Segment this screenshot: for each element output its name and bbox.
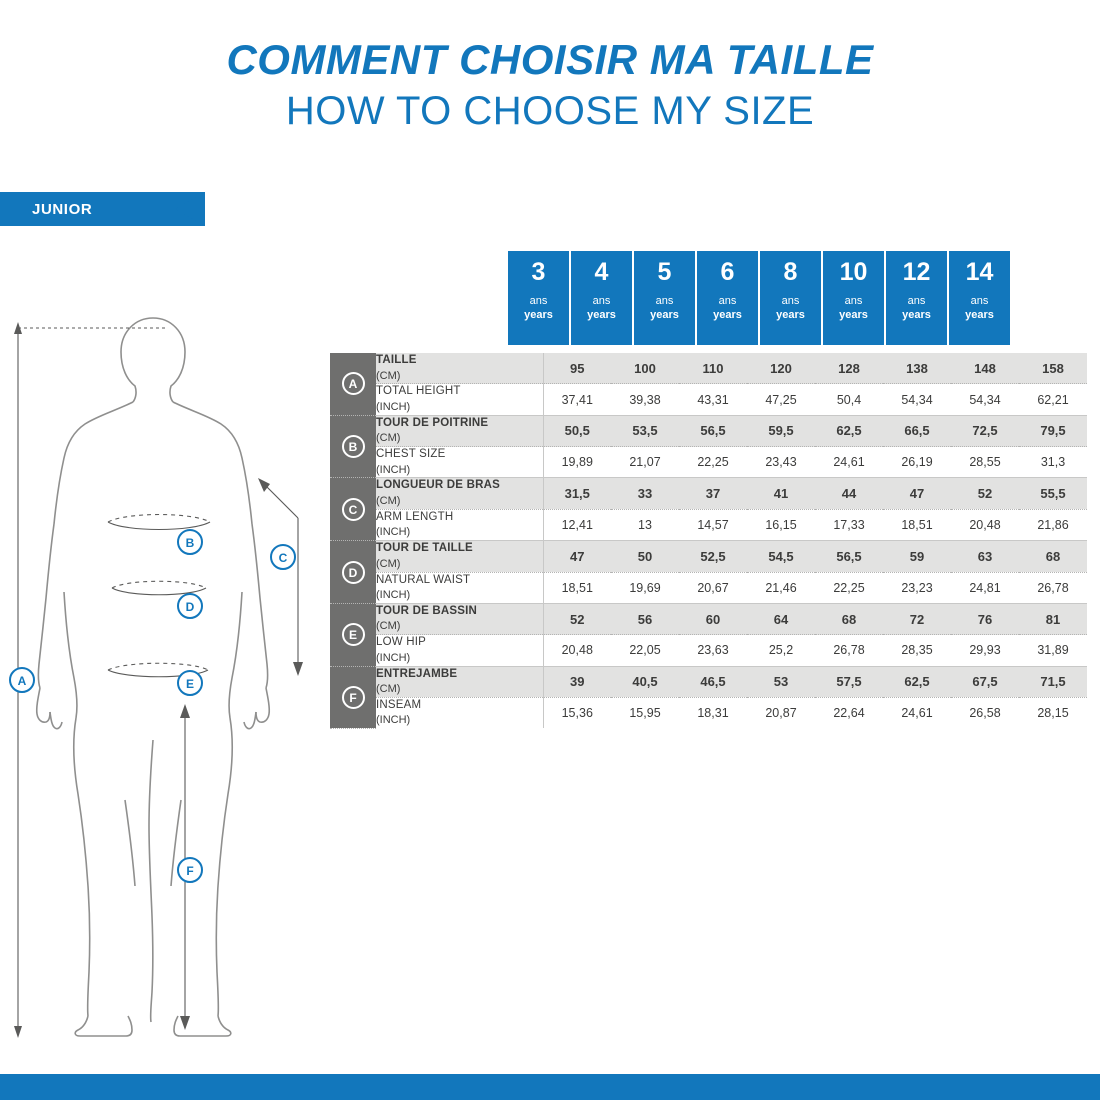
measurement-label-fr [376,353,543,384]
measurement-value: 71,5 [1019,666,1087,697]
size-unit-en: years [587,308,616,321]
size-unit-fr: ans [907,295,926,307]
measurement-value: 26,78 [815,635,883,666]
measurement-value: 31,3 [1019,447,1087,478]
table-row [330,603,1087,634]
measurement-value: 63 [951,541,1019,572]
table-row [330,415,1087,446]
measurement-value: 55,5 [1019,478,1087,509]
measurement-label-en [376,697,543,728]
measurement-letter-badge: F [342,686,365,709]
measurement-letter-badge: B [342,435,365,458]
measurement-value: 52,5 [679,541,747,572]
measurement-label-en [376,447,543,478]
table-row [330,635,1087,666]
footer-bar [0,1074,1100,1100]
measurement-value: 95 [543,353,611,384]
size-column-header [823,251,884,345]
measurement-value: 28,35 [883,635,951,666]
measurement-value: 37,41 [543,384,611,415]
measurement-value: 12,41 [543,509,611,540]
svg-text:A: A [17,674,27,688]
label-unit: (INCH) [376,463,411,476]
measurement-value: 72 [883,603,951,634]
measurement-value: 37 [679,478,747,509]
measurement-label-fr [376,603,543,634]
label-text: LOW HIP [376,636,426,649]
label-unit: (CM) [376,557,401,570]
measurement-value: 26,19 [883,447,951,478]
body-measurement-illustration [0,300,330,1060]
measurement-value: 120 [747,353,815,384]
label-text: TOUR DE POITRINE [376,416,489,429]
size-column-header [949,251,1010,345]
size-number: 12 [902,258,931,286]
measurement-value: 57,5 [815,666,883,697]
size-column-header [571,251,632,345]
measurement-value: 20,67 [679,572,747,603]
table-row [330,384,1087,415]
measurement-value: 23,63 [679,635,747,666]
size-number: 6 [720,258,735,286]
label-text: TOUR DE BASSIN [376,604,477,617]
label-unit: (INCH) [376,526,411,539]
measurement-value: 28,15 [1037,706,1069,721]
measurement-value: 53 [747,666,815,697]
measurement-value: 50 [611,541,679,572]
size-number: 5 [657,258,672,286]
measurement-value: 46,5 [679,666,747,697]
measurement-label-fr [376,478,543,509]
measurement-value: 56,5 [815,541,883,572]
svg-text:E: E [185,677,195,691]
measurement-value: 25,2 [747,635,815,666]
measurement-value: 62,5 [815,415,883,446]
measurement-value: 128 [815,353,883,384]
measurement-value: 18,31 [697,706,729,721]
measurement-label-en [376,572,543,603]
measurement-value: 23,23 [883,572,951,603]
page-title-en: HOW TO CHOOSE MY SIZE [285,89,815,134]
measurement-value: 47 [883,478,951,509]
measurement-label-fr [376,541,543,572]
measurement-value: 43,31 [679,384,747,415]
measurement-value: 148 [951,353,1019,384]
measurement-letter-cell [330,541,376,604]
size-column-header [760,251,821,345]
measurement-value: 68 [815,603,883,634]
table-row [330,666,1087,697]
measurement-value: 18,51 [883,509,951,540]
measurement-value: 40,5 [611,666,679,697]
measurement-letter-badge: A [342,372,365,395]
size-unit-fr: ans [655,295,674,307]
measurement-value: 20,48 [543,635,611,666]
measurement-value: 22,25 [815,572,883,603]
measurement-letter-cell [330,603,376,666]
label-unit: (CM) [376,432,401,445]
measurement-value: 13 [611,509,679,540]
table-row [330,572,1087,603]
measurement-value: 18,51 [543,572,611,603]
size-unit-en: years [776,308,805,321]
measurement-value: 19,69 [611,572,679,603]
measurement-value: 39 [543,666,611,697]
size-unit-en: years [839,308,868,321]
measurement-value: 16,15 [747,509,815,540]
size-unit-en: years [965,308,994,321]
svg-text:F: F [186,864,194,878]
measurement-value: 54,5 [747,541,815,572]
measurement-value: 24,61 [901,706,933,721]
svg-text:D: D [185,600,195,614]
measurement-value: 60 [679,603,747,634]
measurement-value: 29,93 [951,635,1019,666]
label-text: ENTREJAMBE [376,667,458,680]
measurement-value: 19,89 [543,447,611,478]
measurement-value: 56,5 [679,415,747,446]
measurement-value: 54,34 [951,384,1019,415]
measurement-value: 17,33 [815,509,883,540]
measurement-value: 21,86 [1019,509,1087,540]
measurement-value: 23,43 [747,447,815,478]
label-text: TAILLE [376,354,417,366]
measurement-value: 22,25 [679,447,747,478]
size-number: 3 [531,258,546,286]
label-unit: (CM) [376,494,401,507]
measurement-value: 67,5 [951,666,1019,697]
measurement-value: 21,07 [611,447,679,478]
size-unit-fr: ans [592,295,611,307]
category-label: JUNIOR [32,200,93,218]
measurement-value: 62,21 [1019,384,1087,415]
measurement-value: 54,34 [883,384,951,415]
size-unit-en: years [524,308,553,321]
measurement-value: 79,5 [1019,415,1087,446]
measurement-label-en [376,635,543,666]
measurement-letter-badge: E [342,623,365,646]
size-unit-fr: ans [844,295,863,307]
label-unit: (INCH) [376,651,411,664]
measurement-value: 39,38 [611,384,679,415]
label-unit: (INCH) [376,400,411,413]
label-unit: (CM) [376,620,401,633]
measurement-value: 47,25 [747,384,815,415]
size-column-header [508,251,569,345]
measurement-value: 44 [815,478,883,509]
table-row [330,541,1087,572]
category-banner [0,192,1100,226]
measurement-value: 76 [951,603,1019,634]
size-column-header [697,251,758,345]
size-number: 14 [965,258,994,286]
measurement-value: 81 [1019,603,1087,634]
measurement-letter-cell [330,478,376,541]
measurement-value: 26,78 [1019,572,1087,603]
measurement-letter-cell [330,415,376,478]
measurement-value: 15,36 [561,706,593,721]
size-column-header [886,251,947,345]
table-row [330,478,1087,509]
table-row [330,697,1087,728]
measurement-value: 31,89 [1019,635,1087,666]
label-unit: (CM) [376,369,401,382]
measurement-value: 158 [1019,353,1087,384]
label-text: ARM LENGTH [376,510,454,523]
size-unit-en: years [650,308,679,321]
size-column-header [634,251,695,345]
measurement-value: 21,46 [747,572,815,603]
measurement-value: 20,87 [765,706,797,721]
measurement-value: 47 [543,541,611,572]
size-unit-fr: ans [970,295,989,307]
measurement-value: 50,5 [543,415,611,446]
size-unit-fr: ans [718,295,737,307]
measurement-value: 24,81 [951,572,1019,603]
label-text: INSEAM [376,698,422,711]
measurement-value: 59,5 [747,415,815,446]
measurement-value: 26,58 [969,706,1001,721]
measurement-value: 50,4 [815,384,883,415]
label-text: NATURAL WAIST [376,573,471,586]
measurement-value: 14,57 [679,509,747,540]
svg-text:C: C [278,551,288,565]
measurement-value: 52 [543,603,611,634]
measurement-value: 59 [883,541,951,572]
measurement-label-en [376,384,543,415]
banner-arrow-shape [175,192,205,226]
table-row [330,353,1087,384]
size-chart-table [330,353,1087,729]
measurement-value: 68 [1019,541,1087,572]
measurement-value: 66,5 [883,415,951,446]
measurement-value: 20,48 [951,509,1019,540]
size-number: 8 [783,258,798,286]
size-unit-en: years [713,308,742,321]
size-number: 10 [839,258,868,286]
measurement-value: 41 [747,478,815,509]
size-unit-en: years [902,308,931,321]
measurement-value: 62,5 [883,666,951,697]
measurement-label-en [376,509,543,540]
measurement-value: 31,5 [543,478,611,509]
measurement-value: 52 [951,478,1019,509]
measurement-value: 64 [747,603,815,634]
size-unit-fr: ans [781,295,800,307]
measurement-letter-badge: C [342,498,365,521]
measurement-label-fr [376,666,543,697]
size-number: 4 [594,258,609,286]
measurement-value: 72,5 [951,415,1019,446]
label-text: TOUR DE TAILLE [376,542,473,555]
page-header [0,0,1100,134]
label-unit: (CM) [376,683,401,696]
size-unit-fr: ans [529,295,548,307]
measurement-value: 28,55 [951,447,1019,478]
measurement-value: 110 [679,353,747,384]
label-text: TOTAL HEIGHT [376,385,461,398]
label-text: LONGUEUR DE BRAS [376,479,500,492]
size-header-row [508,251,1010,345]
measurement-value: 24,61 [815,447,883,478]
measurement-value: 22,05 [611,635,679,666]
table-row [330,509,1087,540]
measurement-value: 15,95 [629,706,661,721]
measurement-label-fr [376,415,543,446]
page-title-fr: COMMENT CHOISIR MA TAILLE [226,36,874,83]
measurement-value: 100 [611,353,679,384]
measurement-value: 33 [611,478,679,509]
measurement-letter-cell [330,353,376,415]
label-unit: (INCH) [376,589,411,602]
measurement-letter-badge: D [342,561,365,584]
measurement-value: 53,5 [611,415,679,446]
measurement-value: 138 [883,353,951,384]
measurement-letter-cell [330,666,376,728]
label-unit: (INCH) [376,714,411,727]
table-row [330,447,1087,478]
svg-text:B: B [185,536,195,550]
measurement-value: 56 [611,603,679,634]
measurement-value: 22,64 [833,706,865,721]
label-text: CHEST SIZE [376,448,446,461]
